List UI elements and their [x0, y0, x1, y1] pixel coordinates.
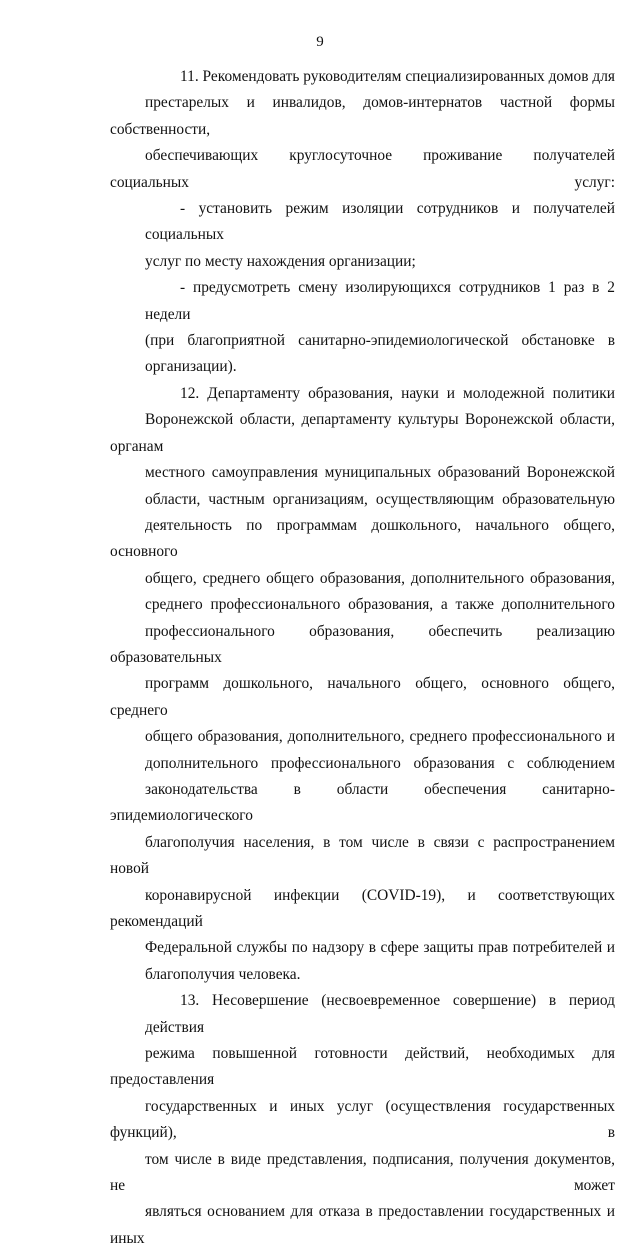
text-line: организации).	[145, 358, 237, 376]
text-line: программ дошкольного, начального общего, основного общего, среднего	[110, 675, 615, 719]
text-line: (при благоприятной санитарно-эпидемиологической обстановке в	[145, 332, 615, 350]
text-line: 12. Департаменту образования, науки и молодежной политики	[180, 384, 615, 402]
paragraph-11-item-isolation	[110, 196, 615, 275]
text-line: 13. Несовершение (несвоевременное совершение) в период действия	[145, 992, 615, 1036]
text-line: - установить режим изоляции сотрудников и получателей социальных	[145, 200, 615, 244]
paragraph-13	[110, 988, 615, 1252]
page-number: 9	[316, 34, 324, 50]
text-line: законодательства в области обеспечения санитарно-эпидемиологического	[110, 780, 615, 825]
text-line: обеспечивающих круглосуточное проживание получателей социальных услуг:	[110, 147, 615, 191]
text-line: области, частным организациям, осуществляющим образовательную	[145, 490, 615, 508]
text-line: дополнительного профессионального образования с соблюдением	[145, 754, 615, 772]
text-line: общего, среднего общего образования, дополнительного образования,	[145, 569, 615, 587]
paragraph-12	[110, 381, 615, 988]
text-line: среднего профессионального образования, а также дополнительного	[145, 596, 615, 614]
text-line: государственных и иных услуг (осуществления государственных функций), в	[110, 1097, 615, 1142]
text-line: Воронежской области, департаменту культуры Воронежской области, органам	[110, 411, 615, 455]
text-line: благополучия человека.	[145, 965, 301, 983]
text-line: профессионального образования, обеспечить реализацию образовательных	[110, 622, 615, 666]
text-line: режима повышенной готовности действий, необходимых для предоставления	[110, 1045, 615, 1089]
text-line: местного самоуправления муниципальных образований Воронежской	[145, 464, 615, 482]
paragraph-11	[110, 64, 615, 196]
text-line: общего образования, дополнительного, среднего профессионального и	[145, 728, 615, 746]
text-line: деятельность по программам дошкольного, начального общего, основного	[110, 516, 615, 561]
document-body	[110, 64, 615, 1252]
text-line: являться основанием для отказа в предоставлении государственных и иных	[110, 1203, 615, 1247]
text-line: коронавирусной инфекции (COVID-19), и соответствующих рекомендаций	[110, 886, 615, 930]
text-line: том числе в виде представления, подписания, получения документов, не может	[110, 1150, 615, 1195]
paragraph-11-item-rotation	[110, 275, 615, 381]
text-line: - предусмотреть смену изолирующихся сотрудников 1 раз в 2 недели	[145, 279, 615, 323]
text-line: престарелых и инвалидов, домов-интернатов частной формы собственности,	[110, 94, 615, 138]
text-line: Федеральной службы по надзору в сфере защиты прав потребителей и	[145, 939, 615, 957]
text-line: благополучия населения, в том числе в связи с распространением новой	[110, 833, 615, 878]
text-line: 11. Рекомендовать руководителям специализированных домов для	[180, 68, 615, 85]
text-line: услуг по месту нахождения организации;	[145, 252, 416, 270]
